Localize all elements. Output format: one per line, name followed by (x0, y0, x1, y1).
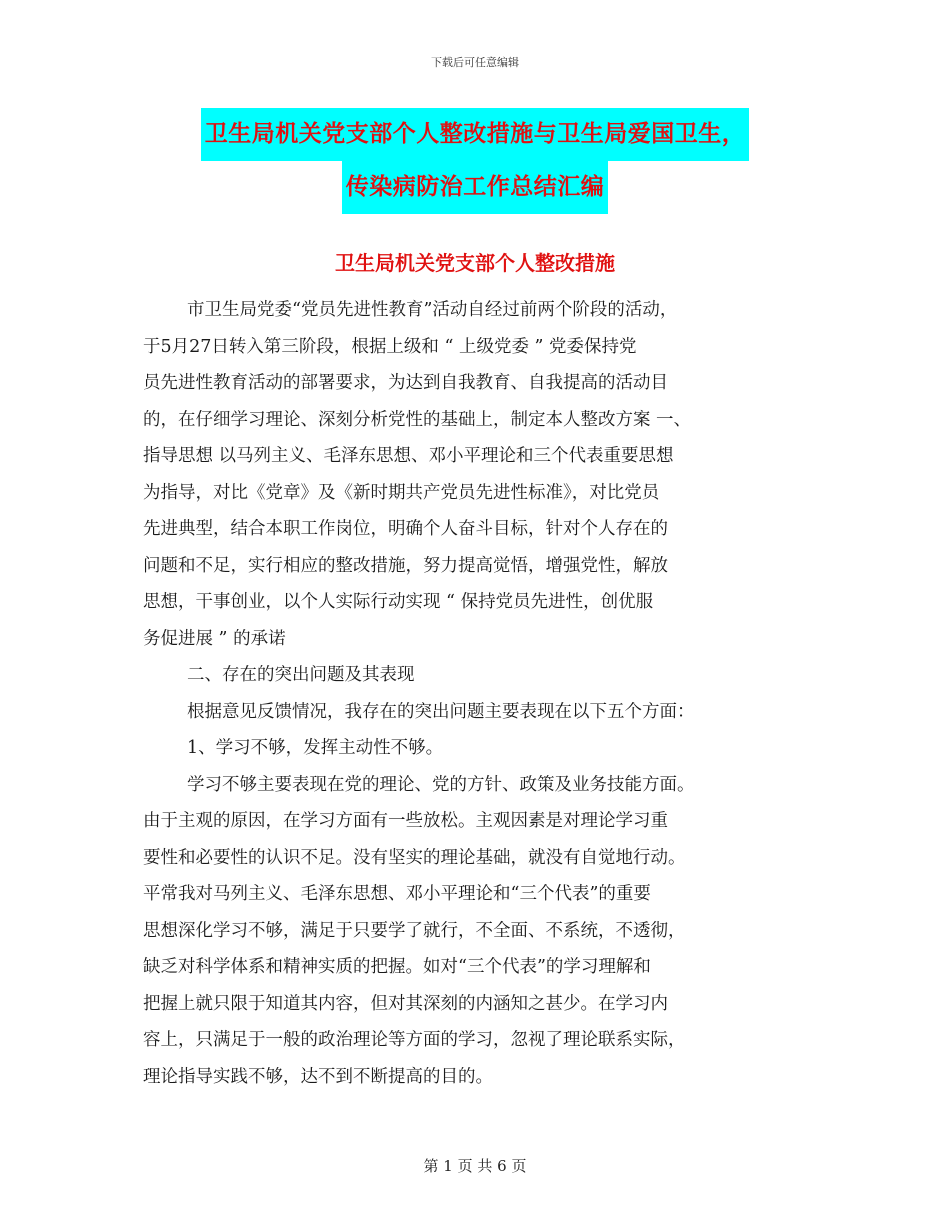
body-line: 于5月27日转入第三阶段，根据上级和 “ 上级党委 ” 党委保持党 (143, 336, 637, 357)
body-line: 理论指导实践不够，达不到不断提高的目的。 (143, 1066, 493, 1087)
document-title (0, 108, 950, 214)
body-line: 容上，只满足于一般的政治理论等方面的学习，忽视了理论联系实际， (143, 1030, 686, 1050)
body-text (143, 292, 833, 1095)
body-line: 把握上就只限于知道其内容，但对其深刻的内涵知之甚少。在学习内 (143, 993, 668, 1014)
title-line-2: 传染病防治工作总结汇编 (342, 161, 609, 214)
section-heading: 二、存在的突出问题及其表现 (187, 665, 415, 685)
body-line: 的，在仔细学习理论、深刻分析党性的基础上，制定本人整改方案 一、 (143, 409, 692, 430)
body-line: 思想深化学习不够，满足于只要学了就行，不全面、不系统，不透彻， (143, 920, 686, 941)
body-line: 根据意见反馈情况，我存在的突出问题主要表现在以下五个方面： (187, 701, 695, 722)
body-line: 市卫生局党委“党员先进性教育”活动自经过前两个阶段的活动， (187, 300, 678, 320)
body-line: 学习不够主要表现在党的理论、党的方针、政策及业务技能方面。 (187, 774, 695, 795)
page-footer: 第 1 页 共 6 页 (423, 1157, 527, 1175)
header-note: 下载后可任意编辑 (431, 56, 519, 69)
body-line: 指导思想 以马列主义、毛泽东思想、邓小平理论和三个代表重要思想 (143, 446, 674, 466)
body-line: 思想，干事创业，以个人实际行动实现 “ 保持党员先进性，创优服 (143, 592, 654, 612)
body-line: 为指导，对比《党章》及《新时期共产党员先进性标准》，对比党员 (143, 482, 660, 503)
body-line: 先进典型，结合本职工作岗位，明确个人奋斗目标，针对个人存在的 (143, 519, 668, 539)
body-line: 平常我对马列主义、毛泽东思想、邓小平理论和“三个代表”的重要 (143, 884, 651, 904)
section-title: 卫生局机关党支部个人整改措施 (335, 251, 615, 275)
body-line: 要性和必要性的认识不足。没有坚实的理论基础，就没有自觉地行动。 (143, 847, 686, 868)
body-line: 员先进性教育活动的部署要求，为达到自我教育、自我提高的活动目 (143, 373, 668, 393)
body-line: 缺乏对科学体系和精神实质的把握。如对“三个代表”的学习理解和 (143, 957, 651, 977)
body-line: 务促进展 ” 的承诺 (143, 628, 286, 649)
body-line: 由于主观的原因，在学习方面有一些放松。主观因素是对理论学习重 (143, 811, 668, 831)
list-item-heading: 1、学习不够，发挥主动性不够。 (187, 738, 444, 758)
body-line: 问题和不足，实行相应的整改措施，努力提高觉悟，增强党性，解放 (143, 555, 668, 576)
title-line-1: 卫生局机关党支部个人整改措施与卫生局爱国卫生， (201, 108, 750, 161)
